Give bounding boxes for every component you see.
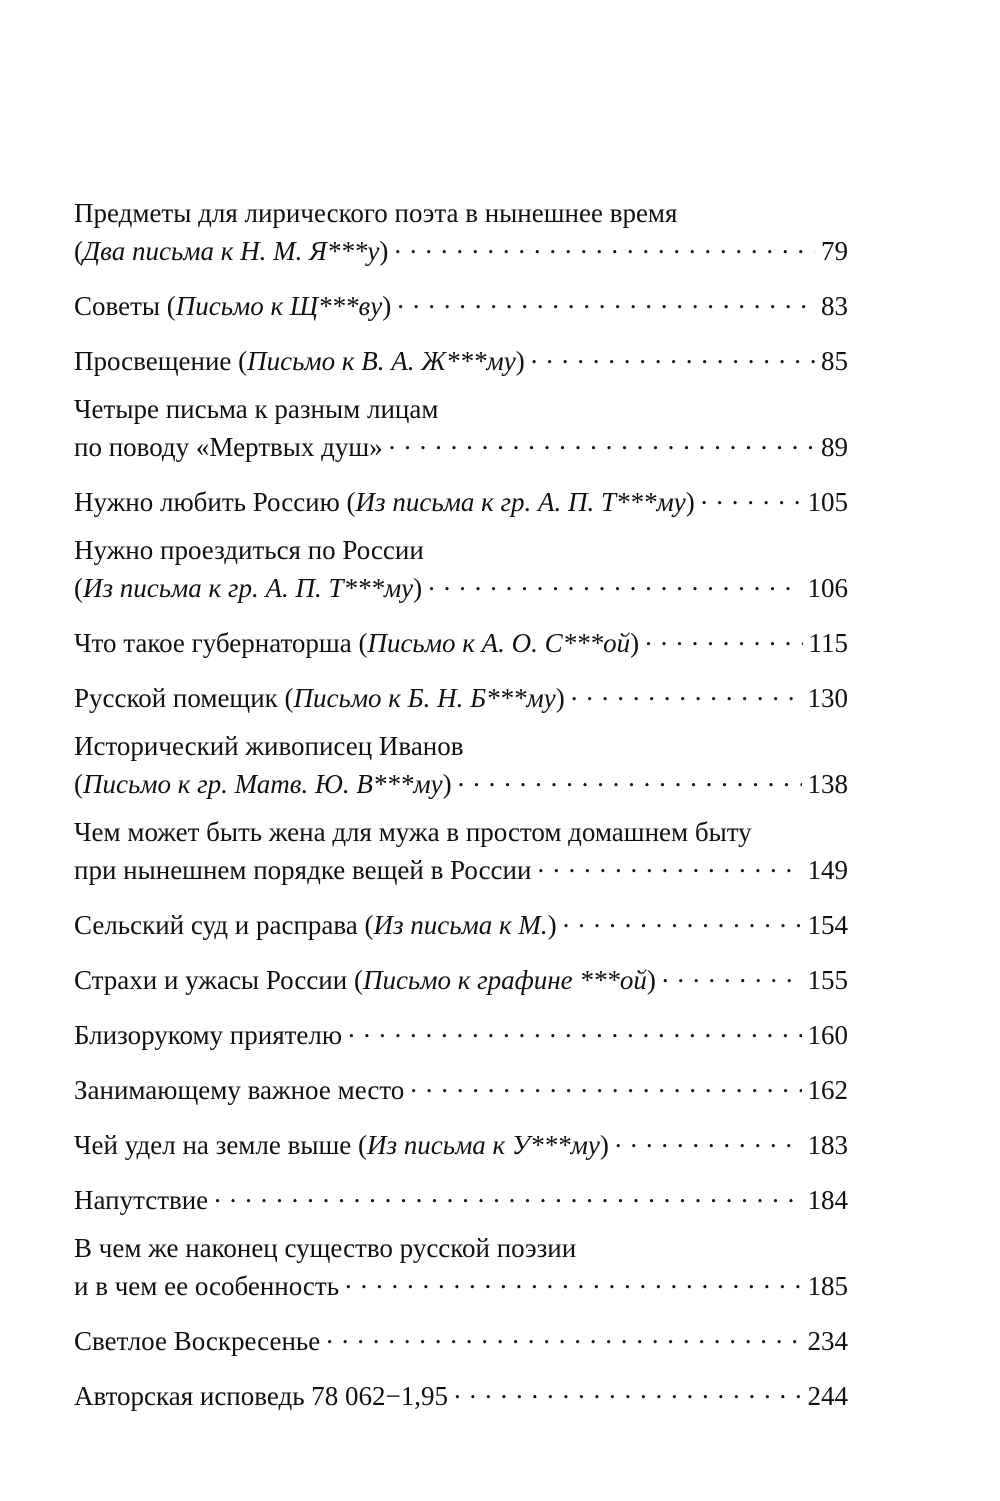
toc-entry-title: ( [74,236,83,266]
table-of-contents [74,198,848,1429]
dot-leader [531,339,815,370]
toc-entry-page-number: 130 [807,683,848,713]
toc-entry [74,1123,848,1161]
toc-entry-text [74,346,525,377]
toc-entry-subtitle: Из письма к М. [373,910,548,940]
toc-entry-text [74,1326,320,1357]
dot-leader [563,903,802,934]
toc-entry-title: Нужно любить Россию ( [74,487,356,517]
toc-entry-page-number: 149 [807,855,848,885]
toc-entry-closing-paren: ) [685,487,695,517]
dot-leader [662,958,802,989]
toc-entry-title: Просвещение ( [74,346,248,376]
dot-leader [214,1178,801,1209]
toc-entry-title: Близорукому приятелю [74,1020,343,1050]
toc-entry-title-line: Четыре письма к разным лицам [74,394,439,424]
toc-entry-leader-line [74,480,848,518]
toc-entry-text [74,1075,404,1106]
dot-leader [345,1264,801,1295]
toc-entry-closing-paren: ) [599,1130,609,1160]
toc-entry-subtitle: Письмо к В. А. Ж***му [247,346,516,376]
toc-entry-leader-line [74,1013,848,1051]
toc-entry-text [74,910,557,941]
toc-entry-leader-line [74,1068,848,1106]
toc-entry-page-number: 154 [807,910,848,940]
toc-entry-text [74,487,695,518]
toc-entry [74,1319,848,1357]
toc-entry-text [74,855,531,886]
dot-leader [348,1013,801,1044]
toc-entry-page-number: 89 [821,432,848,462]
toc-entry [74,339,848,377]
toc-entry-subtitle: Письмо к Щ***ву [175,291,383,321]
toc-entry-leader-line [74,425,848,463]
toc-entry-page-number: 234 [807,1326,848,1356]
toc-entry-subtitle: Письмо к А. О. С***ой [367,628,631,658]
toc-entry-text [74,1020,342,1051]
dot-leader [410,1068,801,1099]
toc-entry-text [74,769,452,800]
toc-entry [74,1068,848,1106]
toc-entry-subtitle: Письмо к Б. Н. Б***му [293,683,556,713]
toc-entry-closing-paren: ) [630,628,640,658]
toc-entry-leader-line [74,1319,848,1357]
toc-entry-title: Сельский суд и расправа ( [74,910,374,940]
toc-entry-title-line: Исторический живописец Иванов [74,731,464,761]
toc-entry [74,1178,848,1216]
toc-entry [74,535,848,604]
toc-entry-title: Русской помещик ( [74,683,294,713]
toc-entry-title: Что такое губернаторша ( [74,628,368,658]
toc-entry-leader-line [74,621,848,659]
toc-entry-text [74,1381,448,1412]
toc-entry-subtitle: Письмо к гр. Матв. Ю. В***му [83,769,443,799]
toc-entry-subtitle: Два письма к Н. М. Я***у [83,236,380,266]
toc-entry-title: ( [74,769,83,799]
toc-entry-page-number: 184 [807,1185,848,1215]
toc-entry-page-number: 106 [807,573,848,603]
toc-entry-text [74,291,391,322]
toc-entry [74,676,848,714]
toc-entry-leader-line [74,958,848,996]
dot-leader [428,566,801,597]
toc-entry-text [74,573,422,604]
toc-entry-page-number: 162 [807,1075,848,1105]
toc-entry-closing-paren: ) [646,965,656,995]
toc-entry-leader-line [74,676,848,714]
toc-entry-title: Светлое Воскресенье [74,1326,321,1356]
toc-entry-leader-line [74,566,848,604]
toc-entry-title: ( [74,573,83,603]
toc-entry-subtitle: Из письма к У***му [367,1130,600,1160]
dot-leader [454,1374,802,1405]
toc-entry-title-line: Предметы для лирического поэта в нынешнее время [74,198,678,228]
dot-leader [701,480,802,511]
toc-entry-page-number: 138 [807,769,848,799]
toc-entry [74,958,848,996]
dot-leader [645,621,802,652]
toc-entry-leader-line [74,229,848,267]
toc-entry-text [74,236,388,267]
toc-entry-page-number: 183 [807,1130,848,1160]
toc-entry [74,284,848,322]
toc-entry-page-number: 244 [807,1381,848,1411]
toc-entry-page-number: 85 [821,346,848,376]
dot-leader [394,229,815,260]
toc-entry-title: Напутствие [74,1185,209,1215]
toc-entry-title: Занимающему важное место [74,1075,405,1105]
toc-entry-leader-line [74,762,848,800]
toc-entry [74,480,848,518]
toc-entry-text [74,1185,208,1216]
toc-entry-text [74,1271,339,1302]
toc-entry-closing-paren: ) [382,291,392,321]
toc-entry-text [74,1130,609,1161]
toc-entry-leader-line [74,1374,848,1412]
toc-entry-leader-line [74,1178,848,1216]
toc-entry-text [74,965,656,996]
toc-entry-leader-line [74,284,848,322]
toc-entry-title: Чей удел на земле выше ( [74,1130,368,1160]
toc-entry-leader-line [74,903,848,941]
toc-entry-title-line: Нужно проездиться по России [74,535,424,565]
toc-entry-closing-paren: ) [442,769,452,799]
dot-leader [458,762,802,793]
toc-entry-page-number: 160 [807,1020,848,1050]
toc-entry-title: Страхи и ужасы России ( [74,965,363,995]
toc-entry-leader-line [74,339,848,377]
toc-entry-closing-paren: ) [555,683,565,713]
toc-entry-closing-paren: ) [379,236,389,266]
toc-entry-page-number: 79 [821,236,848,266]
toc-entry-subtitle: Из письма к гр. А. П. Т***му [83,573,414,603]
dot-leader [397,284,815,315]
toc-entry-title: Авторская исповедь 78 062−1,95 [74,1381,448,1411]
toc-entry-closing-paren: ) [413,573,423,603]
toc-entry-page-number: 155 [807,965,848,995]
toc-entry [74,903,848,941]
dot-leader [389,425,815,456]
toc-entry [74,817,848,886]
toc-entry [74,731,848,800]
toc-entry-leader-line [74,1264,848,1302]
toc-entry-subtitle: Письмо к графине ***ой [362,965,647,995]
toc-entry-page-number: 105 [807,487,848,517]
dot-leader [615,1123,802,1154]
dot-leader [326,1319,801,1350]
toc-entry-leader-line [74,848,848,886]
dot-leader [571,676,802,707]
toc-entry-title: Советы ( [74,291,176,321]
toc-entry-closing-paren: ) [515,346,525,376]
dot-leader [537,848,801,879]
toc-entry-title: и в чем ее особенность [74,1271,340,1301]
toc-entry [74,621,848,659]
toc-entry-title-line: Чем может быть жена для мужа в простом домашнем быту [74,817,752,847]
toc-entry-title: при нынешнем порядке вещей в России [74,855,532,885]
toc-entry-page-number: 83 [821,291,848,321]
toc-entry [74,1374,848,1412]
toc-entry-leader-line [74,1123,848,1161]
toc-entry-title-line: В чем же наконец существо русской поэзии [74,1233,577,1263]
toc-entry [74,1013,848,1051]
toc-entry-closing-paren: ) [547,910,557,940]
toc-entry-title: по поводу «Мертвых душ» [74,432,383,462]
toc-entry [74,198,848,267]
toc-entry-text [74,432,383,463]
toc-entry-page-number: 115 [808,628,848,658]
toc-entry-text [74,628,639,659]
toc-entry [74,1233,848,1302]
toc-entry-page-number: 185 [807,1271,848,1301]
toc-entry [74,394,848,463]
toc-entry-subtitle: Из письма к гр. А. П. Т***му [355,487,686,517]
toc-entry-text [74,683,565,714]
